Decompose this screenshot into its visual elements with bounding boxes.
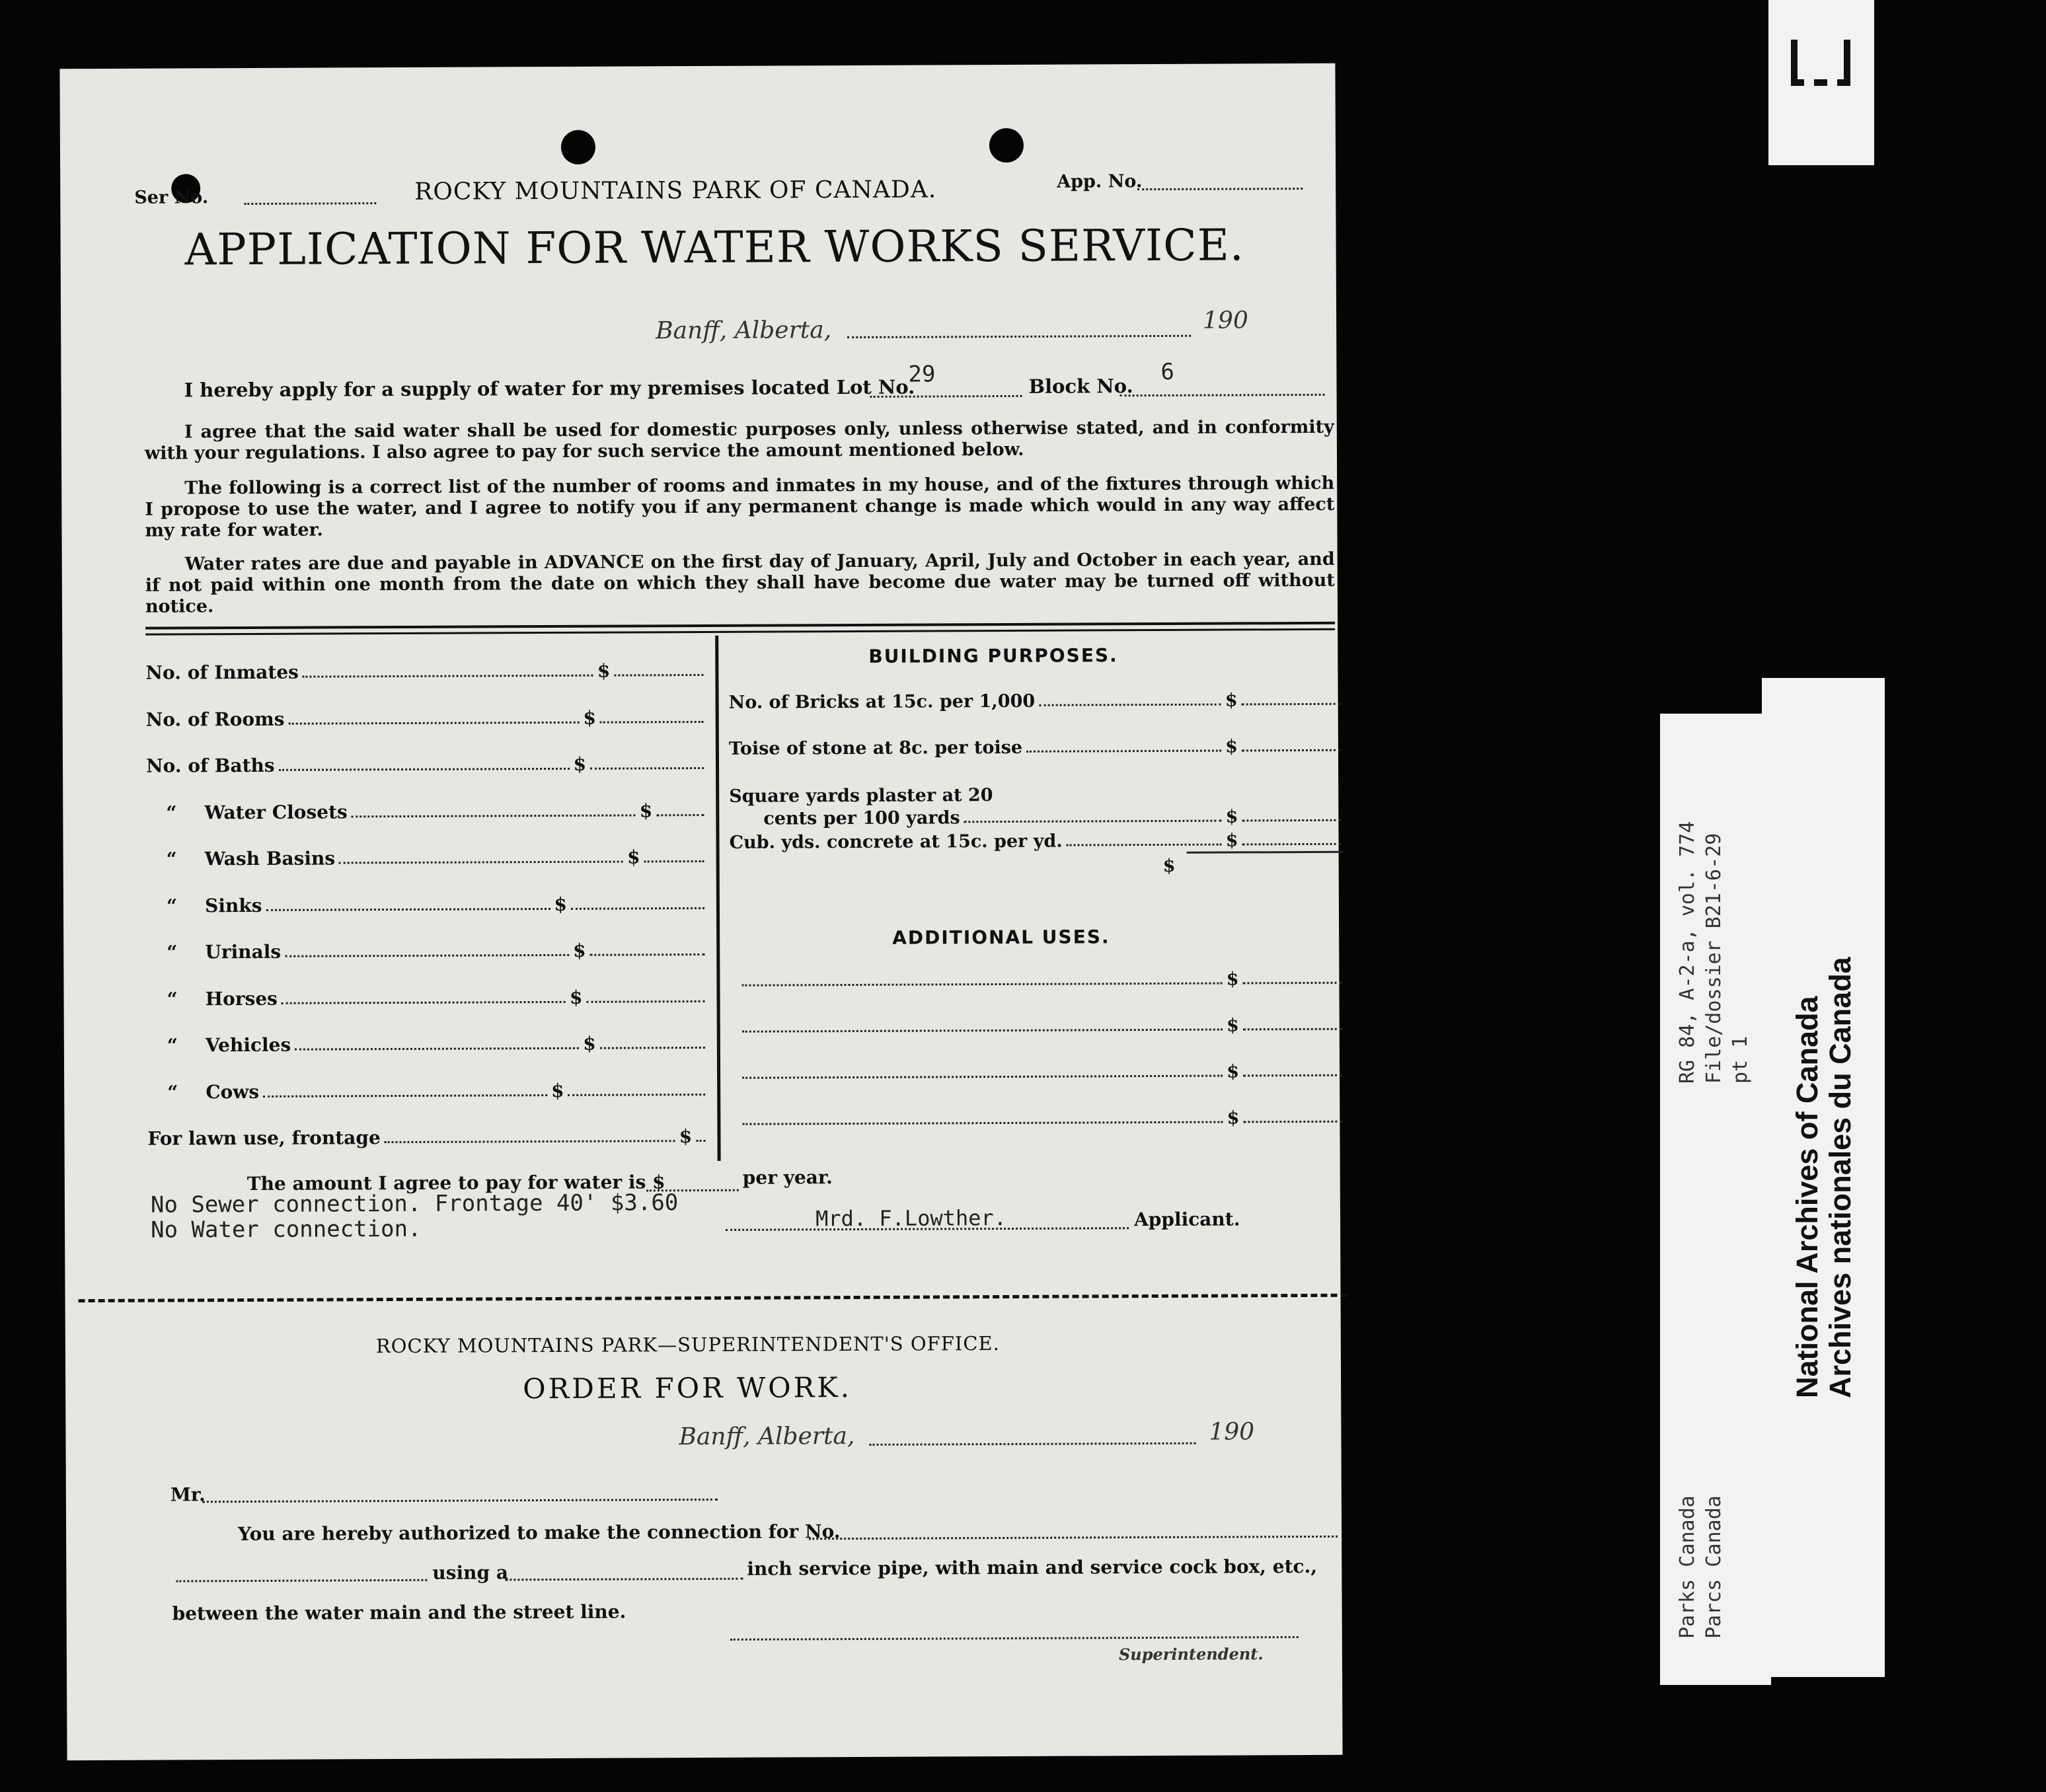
amount-field bbox=[1243, 1120, 1342, 1123]
building-row bbox=[729, 830, 1345, 853]
fixture-row bbox=[147, 1125, 709, 1150]
leader-dots bbox=[303, 674, 593, 678]
building-row bbox=[729, 784, 1345, 807]
fixture-row bbox=[147, 1078, 709, 1103]
building-row bbox=[729, 736, 1345, 759]
amount-field bbox=[1242, 749, 1341, 752]
app-no-field bbox=[1137, 188, 1303, 190]
archives-line-1: National Archives of Canada bbox=[1790, 996, 1824, 1398]
additional-use-row bbox=[738, 1061, 1346, 1084]
building-row bbox=[763, 806, 1345, 829]
applicant-name: Mrd. F.Lowther. bbox=[815, 1205, 1007, 1232]
pipe-size-field bbox=[505, 1578, 743, 1581]
building-label: Cub. yds. concrete at 15c. per yd. bbox=[729, 831, 1063, 853]
order-place-label: Banff, Alberta, bbox=[679, 1422, 855, 1451]
dollar-sign: $ bbox=[1227, 1061, 1240, 1082]
pipe-text: inch service pipe, with main and service cock box, etc., bbox=[747, 1555, 1318, 1580]
amount-field bbox=[1243, 1027, 1342, 1031]
amount-field bbox=[568, 1092, 706, 1096]
leader-dots bbox=[964, 819, 1222, 823]
additional-use-row bbox=[738, 1107, 1346, 1131]
using-text: using a bbox=[432, 1561, 509, 1584]
amount-field bbox=[1242, 842, 1342, 846]
building-purposes-heading: BUILDING PURPOSES. bbox=[868, 644, 1118, 667]
punch-hole-right bbox=[989, 128, 1024, 163]
dollar-sign: $ bbox=[583, 706, 597, 729]
typed-note-water: No Water connection. bbox=[151, 1215, 422, 1244]
app-no-label: App. No. bbox=[1057, 171, 1143, 192]
amount-field bbox=[590, 766, 704, 770]
fixture-row bbox=[146, 753, 708, 777]
fixture-label: No. of Inmates bbox=[145, 661, 299, 684]
archives-stamp-label bbox=[1762, 678, 1885, 1677]
corner-tab bbox=[1768, 0, 1874, 165]
order-title: ORDER FOR WORK. bbox=[523, 1371, 852, 1405]
building-total-rule bbox=[1187, 851, 1343, 854]
leader-dots bbox=[282, 1000, 566, 1004]
leader-dots bbox=[385, 1139, 675, 1143]
dollar-sign: $ bbox=[1225, 830, 1238, 851]
additional-uses-heading: ADDITIONAL USES. bbox=[892, 926, 1110, 949]
leader-dots bbox=[1039, 703, 1221, 706]
additional-use-row bbox=[738, 1015, 1346, 1038]
serial-no-field bbox=[244, 202, 376, 205]
typed-note-sewer: No Sewer connection. Frontage 40' $3.60 bbox=[150, 1189, 679, 1218]
additional-use-row bbox=[738, 969, 1345, 992]
fixture-label: For lawn use, frontage bbox=[147, 1127, 381, 1150]
dollar-sign: $ bbox=[627, 846, 640, 868]
fixture-label: Water Closets bbox=[204, 800, 348, 823]
leader-dots bbox=[263, 1094, 547, 1098]
leader-dots bbox=[266, 907, 550, 911]
amount-field bbox=[586, 999, 704, 1002]
leader-dots bbox=[295, 1047, 579, 1051]
dollar-sign: $ bbox=[597, 659, 611, 682]
fixture-row bbox=[147, 892, 708, 916]
leader-dots bbox=[1026, 749, 1221, 753]
mr-field bbox=[202, 1499, 718, 1503]
order-year-label: 190 bbox=[1209, 1418, 1255, 1446]
place-label: Banff, Alberta, bbox=[656, 317, 832, 345]
dollar-sign: $ bbox=[1225, 690, 1238, 711]
amount-field bbox=[571, 906, 704, 909]
office-header: ROCKY MOUNTAINS PARK—SUPERINTENDENT'S OFFICE. bbox=[375, 1332, 1000, 1358]
mr-label: Mr. bbox=[170, 1483, 206, 1506]
connection-no-field bbox=[809, 1536, 1338, 1540]
order-date-field bbox=[870, 1442, 1196, 1446]
fixture-label: No. of Rooms bbox=[145, 708, 285, 731]
amount-field bbox=[1242, 819, 1341, 822]
fixture-row bbox=[146, 706, 708, 730]
serial-no-label: Ser No. bbox=[134, 187, 209, 208]
amount-field bbox=[590, 953, 705, 956]
form-title: APPLICATION FOR WATER WORKS SERVICE. bbox=[184, 219, 1244, 276]
tear-line bbox=[79, 1294, 1347, 1302]
amount-field bbox=[1243, 1074, 1342, 1077]
leader-dots bbox=[279, 767, 570, 771]
amount-field bbox=[614, 673, 703, 677]
lot-value: 29 bbox=[908, 361, 936, 388]
ditto-mark: “ bbox=[166, 848, 177, 870]
dollar-sign: $ bbox=[639, 799, 653, 821]
ditto-mark: “ bbox=[166, 801, 177, 824]
leader-dots bbox=[339, 860, 623, 864]
fixture-label: Vehicles bbox=[205, 1033, 291, 1057]
dollar-sign: $ bbox=[583, 1032, 596, 1055]
apply-text: I hereby apply for a supply of water for my premises located Lot No. bbox=[184, 375, 915, 402]
dollar-sign: $ bbox=[554, 893, 568, 915]
dollar-sign: $ bbox=[573, 753, 587, 775]
superintendent-label: Superintendent. bbox=[1118, 1644, 1264, 1664]
amount-field bbox=[600, 720, 704, 723]
amount-field bbox=[600, 1046, 705, 1049]
building-label: cents per 100 yards bbox=[763, 807, 960, 829]
fixture-row bbox=[145, 659, 707, 684]
domestic-use-paragraph: I agree that the said water shall be used for domestic purposes only, unless otherwise stated, and in conformity with your regulations. I also agree to pay for such service the amount mentioned below. bbox=[144, 416, 1334, 464]
archives-line-2: Archives nationales du Canada bbox=[1823, 957, 1857, 1398]
leader-dots bbox=[285, 953, 569, 957]
dollar-sign: $ bbox=[1225, 806, 1238, 827]
fixture-label: Wash Basins bbox=[204, 847, 336, 870]
amount-field bbox=[1242, 702, 1341, 706]
building-row bbox=[729, 690, 1345, 713]
block-label: Block No. bbox=[1028, 375, 1133, 398]
leader-dots bbox=[742, 1121, 1223, 1125]
using-pre-field bbox=[176, 1579, 427, 1583]
corner-tab-mark bbox=[1791, 40, 1850, 86]
building-label: Square yards plaster at 20 bbox=[729, 785, 993, 807]
leader-dots bbox=[742, 1074, 1223, 1079]
between-text: between the water main and the street line. bbox=[172, 1600, 626, 1625]
block-field bbox=[1120, 394, 1325, 396]
punch-hole-left bbox=[561, 130, 595, 165]
reference-line-3: pt 1 bbox=[1729, 1035, 1752, 1084]
column-divider bbox=[715, 636, 720, 1161]
fixture-label: No. of Baths bbox=[145, 754, 275, 777]
leader-dots bbox=[289, 720, 580, 724]
fixture-label: Horses bbox=[205, 987, 278, 1010]
amount-field bbox=[656, 813, 704, 815]
dollar-sign: $ bbox=[551, 1079, 564, 1101]
amount-suffix: per year. bbox=[742, 1166, 833, 1189]
fixtures-paragraph: The following is a correct list of the number of rooms and inmates in my house, and of the fixtures through which I propose to use the water, and I agree to notify you if any permanent change is made which would in any way affect my rate for water. bbox=[145, 472, 1335, 541]
fixture-row bbox=[147, 985, 708, 1010]
building-label: No. of Bricks at 15c. per 1,000 bbox=[728, 691, 1036, 713]
building-label: Toise of stone at 8c. per toise bbox=[728, 737, 1023, 759]
fixture-label: Urinals bbox=[205, 940, 282, 963]
building-total-dollar: $ bbox=[1162, 855, 1176, 876]
ditto-mark: “ bbox=[167, 1034, 178, 1057]
dollar-sign: $ bbox=[1225, 736, 1238, 757]
applicant-label: Applicant. bbox=[1133, 1208, 1240, 1231]
agency-line-2: Parcs Canada bbox=[1702, 1495, 1725, 1639]
leader-dots bbox=[741, 982, 1222, 987]
amount-field bbox=[696, 1139, 705, 1142]
section-rule bbox=[145, 622, 1335, 636]
leader-dots bbox=[1067, 843, 1222, 846]
ditto-mark: “ bbox=[167, 941, 178, 963]
ditto-mark: “ bbox=[167, 987, 178, 1010]
reference-line-2: File/dossier B21-6-29 bbox=[1702, 833, 1725, 1084]
park-header: ROCKY MOUNTAINS PARK OF CANADA. bbox=[414, 176, 937, 205]
date-field bbox=[847, 335, 1191, 338]
amount-field bbox=[644, 860, 704, 862]
rates-paragraph: Water rates are due and payable in ADVANCE on the first day of January, April, July and October in each year, and if not paid within one month from the date on which they shall have become due water may be turned off without notice. bbox=[145, 548, 1335, 617]
dollar-sign: $ bbox=[1226, 969, 1239, 990]
amount-prefix: The amount I agree to pay for water is $ bbox=[246, 1171, 665, 1195]
application-form bbox=[59, 63, 1342, 1760]
ditto-mark: “ bbox=[167, 1080, 178, 1103]
amount-field bbox=[1242, 981, 1342, 985]
block-value: 6 bbox=[1160, 358, 1175, 385]
leader-dots bbox=[742, 1028, 1223, 1033]
superintendent-signature-field bbox=[730, 1636, 1299, 1641]
authorized-text: You are hereby authorized to make the connection for No. bbox=[238, 1520, 841, 1546]
fixture-row bbox=[146, 799, 708, 823]
fixture-row bbox=[147, 1032, 709, 1057]
lot-field bbox=[870, 395, 1022, 398]
dollar-sign: $ bbox=[573, 939, 586, 961]
fixture-label: Sinks bbox=[204, 894, 262, 916]
dollar-sign: $ bbox=[1226, 1015, 1239, 1036]
fixture-row bbox=[147, 939, 708, 963]
dollar-sign: $ bbox=[679, 1125, 693, 1148]
agency-line-1: Parks Canada bbox=[1676, 1495, 1699, 1639]
ditto-mark: “ bbox=[166, 894, 178, 917]
year-label: 190 bbox=[1203, 307, 1248, 334]
dollar-sign: $ bbox=[1227, 1107, 1240, 1129]
fixture-label: Cows bbox=[206, 1080, 260, 1103]
archive-reference-label bbox=[1660, 714, 1771, 1685]
fixture-row bbox=[147, 846, 708, 870]
leader-dots bbox=[352, 813, 636, 817]
reference-line-1: RG 84, A-2-a, vol. 774 bbox=[1676, 821, 1699, 1084]
dollar-sign: $ bbox=[569, 986, 583, 1008]
